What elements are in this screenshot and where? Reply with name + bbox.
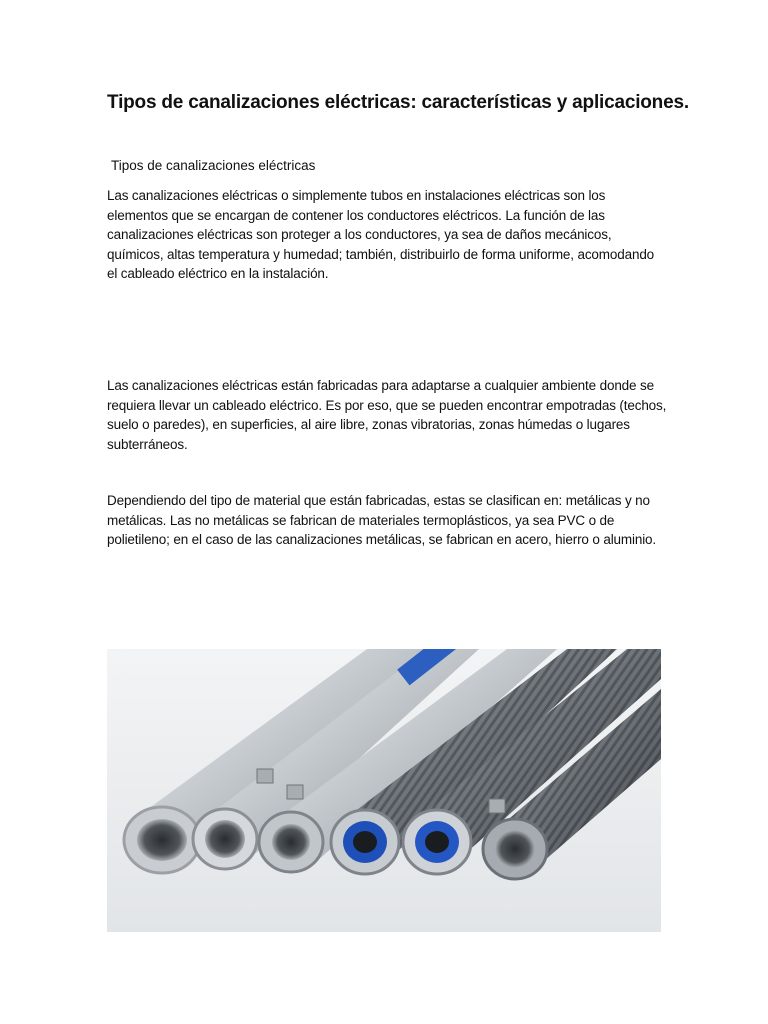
document-title: Tipos de canalizaciones eléctricas: características y aplicaciones. xyxy=(107,92,689,113)
conduit-photo xyxy=(107,649,661,932)
paragraph-materials: Dependiendo del tipo de material que están fabricadas, estas se clasifican en: metálicas y no metálicas. Las no metálicas se fabrican de materiales termoplásticos, ya sea PVC o de polietileno; en el caso de las canalizaciones metálicas, se fabrican en acero, hierro o aluminio. xyxy=(107,493,657,547)
section-subtitle: Tipos de canalizaciones eléctricas xyxy=(111,158,316,173)
paragraph-definition: Las canalizaciones eléctricas o simplemente tubos en instalaciones eléctricas son los elementos que se encargan de contener los conductores eléctricos. La función de las canalizaciones eléctricas son proteger a los conductores, ya sea de daños mecánicos, químicos, altas temperatura y humedad; también, distribuirlo de forma uniforme, acomodando el cableado eléctrico en la instalación. xyxy=(107,188,655,281)
conduit-illustration xyxy=(107,649,661,932)
paragraph-environments: Las canalizaciones eléctricas están fabricadas para adaptarse a cualquier ambiente donde se requiera llevar un cableado eléctrico. Es por eso, que se pueden encontrar empotradas (techos, suelo o paredes), en superficies, al aire libre, zonas vibratorias, zonas húmedas o lugares subterráneos. xyxy=(107,378,667,452)
